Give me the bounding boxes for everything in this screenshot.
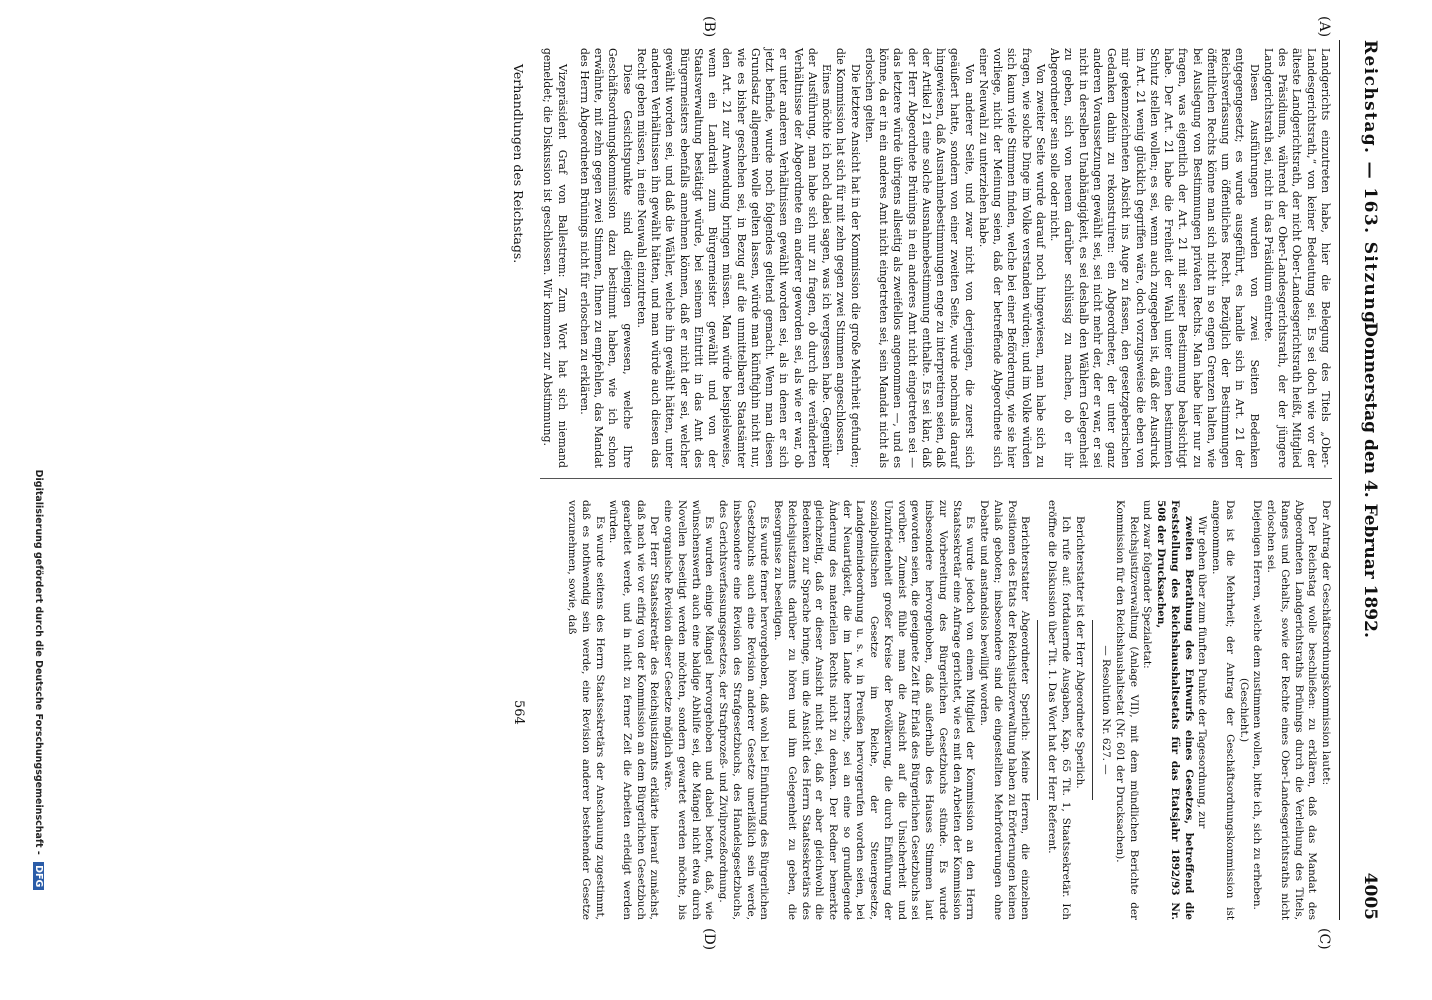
- paragraph: Diesen Ausführungen wurden von zwei Seiten Bedenken entgegengesetzt; es wurde ausgeführt, es handle sich in Art. 21 der Reichsverfassung um öffentliches Recht. Bezüglich der Bestimmungen öffentlichen Rechts könne man sich nicht in so engen Grenzen halten, wie bei Auslegung von Bestimmungen privaten Rechts. Man habe hier nur zu fragen, was eigentlich der Art. 21 mit seiner Bestimmung beabsichtigt habe. Der Art. 21 habe die Freiheit der Wahl unter einen bestimmten Schutz stellen wollen; es sei, wenn auch zugegeben ist, daß der Ausdruck im Art. 21 wenig glücklich gegriffen wäre, doch vorzugsweise die eben von mir gekennzeichneten Absicht ins Auge zu fassen, den gesetzgeberischen Gedanken dahin zu rekonstruiren: ein Abgeordneter, der unter ganz anderen Voraussetzungen gewählt sei, sei nicht mehr der, der er war, er sei nicht in derselben Unabhängigkeit, es sei deshalb den Wählern Gelegenheit zu geben, sich von neuem darüber schlüssig zu machen, ob er ihr Abgeordneter sein solle oder nicht.: [1048, 48, 1261, 468]
- margin-letter-b: (B): [701, 16, 717, 38]
- column-divider: [540, 478, 1332, 479]
- margin-letter-d: (D): [701, 928, 717, 951]
- section-rule: [1037, 620, 1038, 800]
- section-rule: [1092, 620, 1093, 800]
- dfg-badge: DFG: [33, 862, 44, 890]
- paragraph: Von anderer Seite, und zwar nicht von derjenigen, die zuerst sich geäußert hatte, sondern von einer zweiten Seite, wurde nochmals darauf hingewiesen, daß Ausnahmebestimmungen enge zu interpretiren seien, daß der Artikel 21 eine solche Ausnahmebestimmung enthalte. Es sei klar, daß der Herr Abgeordnete Brünings in ein anderes Amt nicht eingetreten sei — das letztere würde übrigens allseitig als zweifellos angenommen —, und es könne, da er in ein anderes Amt nicht eingetreten sei, sein Mandat nicht als erloschen gelten.: [863, 48, 976, 468]
- paragraph: Von zweiter Seite wurde darauf noch hingewiesen, man habe sich zu fragen, wie solche Dinge im Volke verstanden würden; und im Volke würden sich kaum viele Stimmen finden, welche bei einer Beförderung, wie sie hier vorliege, nicht der Meinung seien, daß der betreffende Abgeordnete sich einer Neuwahl zu unterziehen habe.: [977, 48, 1047, 468]
- paragraph: Es wurden einige Mängel hervorgehoben und dabei betont, daß, wie wünschenswerth auch eine baldige Abhilfe sei, die Mängel nicht etwa durch Novellen beseitigt werden möchten, sondern gewartet werden möchte, bis eine organische Revision dieser Gesetze möglich wäre.: [662, 500, 716, 920]
- paragraph: Das ist die Mehrheit; der Antrag der Geschäftsordnungskommission ist angenommen.: [1210, 500, 1236, 920]
- speaker-paragraph: Vizepräsident Graf von Ballestrem: Zum Wort hat sich niemand gemeldet; die Diskussion ist geschlossen. Wir kommen zur Abstimmung.: [541, 48, 569, 468]
- header-page-number: 4005: [1360, 872, 1380, 920]
- right-footer-number: 564: [511, 700, 526, 725]
- agenda-item: zweiten Berathung des Entwurfs eines Gesetzes, betreffend die Feststellung des Reichshaushaltsetats für das Etatsjahr 1892/93 Nr. 508 der Drucksachen,: [1155, 500, 1195, 920]
- paragraph: Eines möchte ich noch dabei sagen, was ich vergessen habe. Gegenüber der Ausführung, man habe sich nur zu fragen, ob durch die veränderten Verhältnisse der Abgeordnete ein anderer geworden sei, als wie er war, ob er unter anderen Verhältnissen gewählt worden sei, als in denen er sich jetzt befinde, wurde noch folgendes geltend gemacht. Wenn man diesen Grundsatz allgemein wolle gelten lassen, würde man künftighin nicht nur, wie es bisher geschehen sei, in Bezug auf die unmittelbaren Staatsämter den Art. 21 zur Anwendung bringen müssen. Man würde beispielsweise, wenn ein Landrath zum Bürgermeister gewählt und von der Staatsverwaltung bestätigt würde, bei seinem Eintritt in das Amt des Bürgermeisters ebenfalls annehmen können, daß er nicht der sei, welcher gewählt worden sei, und daß die Wähler, welche ihn gewählt hätten, unter anderen Verhältnissen ihn gewählt hätten, und man würde auch diesen das Recht geben müssen, in eine Neuwahl einzutreten.: [635, 48, 834, 468]
- stage-direction: (Geschieht.): [1237, 677, 1250, 743]
- motion-text: Der Reichstag wolle beschließen: zu erklären, daß das Mandat des Abgeordneten Landgerichtsraths Brünings durch die Verleihung des Titels, Ranges und Gehalts, sowie der Rechte eines Ober-Landesgerichtsraths nicht erloschen sei.: [1265, 500, 1319, 920]
- left-column: [540, 48, 1332, 468]
- digitization-credit: [33, 370, 44, 990]
- paragraph: Die letztere Ansicht hat in der Kommission die große Mehrheit gefunden; die Kommission hat sich für mit zehn gegen zwei Stimmen angeschlossen.: [834, 48, 862, 468]
- paragraph: Diejenigen Herren, welche dem zustimmen wollen, bitte ich, sich zu erheben.: [1251, 500, 1264, 910]
- paragraph: Es wurde ferner hervorgehoben, daß wohl bei Einführung des Bürgerlichen Gesetzbuchs auch eine Revision anderer Gesetze unerläßlich sein werde, insbesondere eine Revision des Strafgesetzbuchs, des Handelsgesetzbuchs, des Gerichtsverfassungsgesetzes, der Strafprozeß- und Zivilprozeßordnung.: [717, 500, 771, 920]
- right-column: [564, 500, 1332, 920]
- left-footer: Verhandlungen des Reichstags.: [511, 64, 526, 264]
- paragraph: Der Antrag der Geschäftsordnungskommission lautet:: [1320, 500, 1332, 786]
- paragraph: und zwar folgender Spezialetat:: [1141, 500, 1154, 669]
- page-header: [1342, 40, 1380, 920]
- credit-text: Digitalisierung gefördert durch die Deutsche Forschungsgemeinschaft -: [33, 469, 44, 855]
- paragraph: Ich rufe auf: fortdauernde Ausgaben, Kap. 65 Tit. 1, Staatssekretär. Ich eröffne die Diskussion über Tit. 1. Das Wort hat der Herr Referent.: [1046, 500, 1072, 920]
- margin-letter-c: (C): [1316, 928, 1332, 950]
- paragraph: Berichterstatter Abgeordneter Sperlich: Meine Herren, die einzelnen Positionen des Etats der Reichsjustizverwaltung haben zu Erörterungen keinen Anlaß geboten; insbesondere sind die eingestellten Mehrforderungen ohne Debatte und anstandslos bewilligt worden.: [978, 500, 1032, 920]
- header-rule: [1339, 40, 1340, 920]
- agenda-subitem: Reichsjustizverwaltung (Anlage VII), mit dem mündlichen Berichte der Kommission für den Reichshaushaltsetat (Nr. 601 der Drucksachen).: [1113, 500, 1140, 920]
- paragraph: Der Herr Staatssekretär des Reichsjustizamts erklärte hierauf zunächst, daß nach wie vor eifrig von der Kommission an dem Bürgerlichen Gesetzbuch gearbeitet werde, und in nicht zu ferner Zeit die Arbeiten erledigt werden würden.: [607, 500, 661, 920]
- paragraph: Diese Gesichtspunkte sind diejenigen gewesen, welche Ihre Geschäftsordnungskommission dazu bestimmt haben, wie ich schon erwähnte, mit zehn gegen zwei Stimmen, Ihnen zu empfehlen, das Mandat des Herrn Abgeordneten Brünings nicht für erloschen zu erklären.: [578, 48, 634, 468]
- paragraph: Berichterstatter ist der Herr Abgeordnete Sperlich.: [1073, 516, 1086, 789]
- paragraph: Wir gehen über zum fünften Punkte der Tagesordnung, zur: [1196, 516, 1209, 829]
- resolution-number: — Resolution Nr. 627. —: [1100, 645, 1113, 775]
- header-left: Reichstag. — 163. Sitzung.: [1360, 40, 1380, 332]
- header-center: Donnerstag den 4. Februar 1892.: [1360, 322, 1380, 638]
- paragraph: Es wurde jedoch von einem Mitglied der Kommission an den Herrn Staatssekretär eine Anfrage gerichtet, wie es mit den Arbeiten der Kommission zur Vorbereitung des Bürgerlichen Gesetzbuchs stünde. Es wurde insbesondere hervorgehoben, daß außerhalb des Hauses Stimmen laut geworden seien, die geeignete Zeit für Erlaß des Bürgerlichen Gesetzbuchs sei vorüber. Zumeist fühle man die Ansicht auf die Unsicherheit und Unzufriedenheit großer Kreise der Bevölkerung, die durch Einführung der sozialpolitischen Gesetze im Reiche, der Steuergesetze, Landgemeindeordnung u. s. w. in Preußen hervorgerufen worden seien, bei der Neuartigkeit, die im Lande herrsche, sei an eine so grundlegende Änderung des materiellen Rechts nicht zu denken. Der Redner bemerkte gleichzeitig, daß er dieser Ansicht nicht sei, daß er aber gleichwohl die Bedenken zur Sprache bringe, um die Ansicht des Herrn Staatssekretärs des Reichsjustizamts darüber zu hören und ihm Gelegenheit zu geben, die Besorgnisse zu beseitigen.: [772, 500, 977, 920]
- margin-letter-a: (A): [1316, 16, 1332, 38]
- paragraph: Landgerichts einzutreten habe, hier die Belegung des Titels „Ober-Landesgerichtsrath,“ von keiner Bedeutung sei. Es sei doch wie vor der älteste Landgerichtsrath, der nicht Ober-Landesgerichtsrath heißt, Mitglied des Präsidiums, während der Ober-Landesgerichtsrath, der der jüngere Landgerichtsrath sei, nicht in das Präsidium eintrete.: [1262, 48, 1332, 468]
- paragraph: Es wurde seitens des Herrn Staatssekretärs der Anschauung zugestimmt, daß es nothwendig sein werde, eine Revision anderer bestehender Gesetze vorzunehmen, sowie, daß: [566, 500, 606, 920]
